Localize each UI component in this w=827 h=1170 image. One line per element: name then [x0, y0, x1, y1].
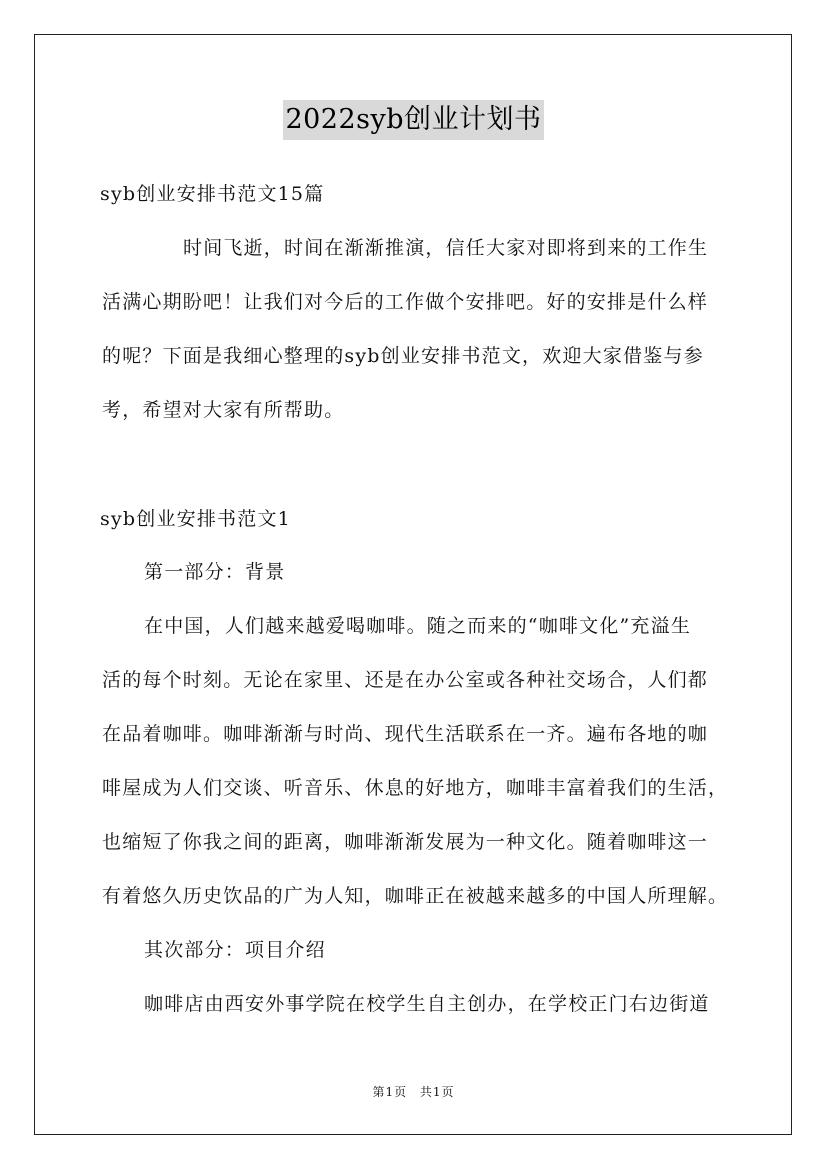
intro-line-1: 时间飞逝，时间在渐渐推演，信任大家对即将到来的工作生: [183, 237, 709, 259]
page-number: 第1页: [372, 1085, 408, 1099]
part1-line-2: 活的每个时刻。无论在家里、还是在办公室或各种社交场合，人们都: [102, 669, 709, 691]
part1-line-4: 啡屋成为人们交谈、听音乐、休息的好地方，咖啡丰富着我们的生活，: [102, 777, 729, 799]
intro-line-3: 的呢？下面是我细心整理的syb创业安排书范文，欢迎大家借鉴与参: [102, 345, 704, 367]
title-container: [0, 100, 827, 140]
document-title: 2022syb创业计划书: [283, 100, 543, 140]
part2-heading: 其次部分：项目介绍: [144, 939, 326, 961]
part2-line-1: 咖啡店由西安外事学院在校学生自主创办，在学校正门右边街道: [144, 993, 710, 1015]
section-heading: syb创业安排书范文1: [100, 508, 291, 530]
part1-line-1: 在中国，人们越来越爱喝咖啡。随之而来的“咖啡文化”充溢生: [144, 615, 692, 637]
page-footer: [0, 1083, 827, 1100]
part1-heading: 第一部分：背景: [144, 561, 286, 583]
part1-line-5: 也缩短了你我之间的距离，咖啡渐渐发展为一种文化。随着咖啡这一: [102, 831, 709, 853]
part1-line-6: 有着悠久历史饮品的广为人知，咖啡正在被越来越多的中国人所理解。: [102, 885, 729, 907]
intro-line-4: 考，希望对大家有所帮助。: [102, 399, 345, 421]
intro-line-2: 活满心期盼吧！让我们对今后的工作做个安排吧。好的安排是什么样: [102, 291, 709, 313]
document-subtitle: syb创业安排书范文15篇: [100, 183, 325, 205]
part1-line-3: 在品着咖啡。咖啡渐渐与时尚、现代生活联系在一齐。遍布各地的咖: [102, 723, 709, 745]
page-total: 共1页: [419, 1085, 455, 1099]
